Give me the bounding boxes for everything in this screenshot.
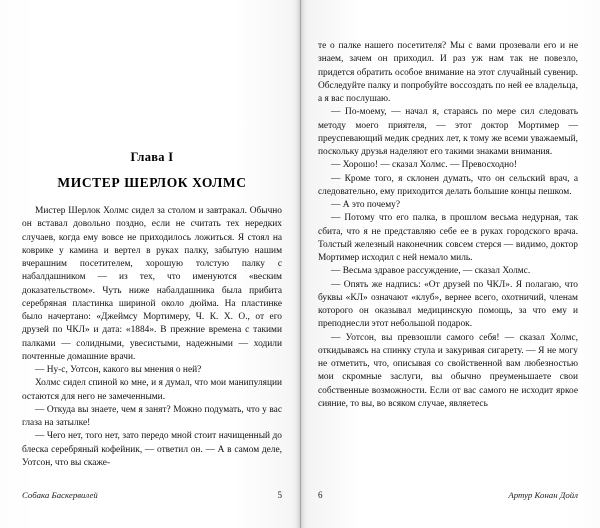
paragraph: Холмс сидел спиной ко мне, и я думал, что мои манипуляции остаются для него не замеченными. [22,378,282,402]
paragraph: — Опять же надпись: «От друзей по ЧКЛ». Я полагаю, что буквы «КЛ» означают «клуб», вернее всего, охотничий, членам которого он оказывал медицинскую помощь, за что ему и преподнесли этот небольшой подарок. [318,279,578,330]
paragraph: Мистер Шерлок Холмс сидел за столом и завтракал. Обычно он вставал довольно поздно, если не считать тех нередких случаев, когда ему вовсе не приходилось ложиться. Я стоял на коврике у камина и вертел в руках палку, забытую нашим вчерашним посетителем, хорошую толстую палку с набалдашником — из тех, что именуются «веским доказательством». Чуть ниже набалдашника была прибита серебряная пластинка шириной около дюйма. На пластинке было начертано: «Джеймсу Мортимеру, Ч. К. Х. О., от его друзей по ЧКЛ» и дата: «1884». В прежние времена с такими палками — солидными, увесистыми, надежными — ходили почтенные домашние врачи. [22,206,282,362]
left-page-text-block [22,150,282,470]
right-page [300,0,600,528]
chapter-label: Глава I [130,150,174,164]
right-page-text-block [318,40,578,411]
paragraph: — Хорошо! — сказал Холмс. — Превосходно! [331,160,517,171]
paragraph: — Чего нет, того нет, зато передо мной стоит начищенный до блеска серебряный кофейник, — ответил он. — А в самом деле, Уотсон, что вы скаже- [22,431,282,468]
paragraph: — Кроме того, я склонен думать, что он сельский врач, а следовательно, ему приходится делать большие концы пешком. [318,173,578,197]
left-page-footer [22,490,282,500]
paragraph: — Весьма здравое рассуждение, — сказал Холмс. [331,266,531,277]
paragraph: те о палке нашего посетителя? Мы с вами прозевали его и не знаем, зачем он приходил. И раз уж нам так не повезло, придется обратить особое внимание на этот случайный сувенир. Обследуйте палку и попробуйте воссоздать по ней ее владельца, а я вас послушаю. [318,41,578,104]
page-number: 5 [277,490,282,500]
paragraph: — По-моему, — начал я, стараясь по мере сил следовать методу моего приятеля, — этот доктор Мортимер — преуспевающий медик средних лет, к тому же всеми уважаемый, поскольку друзья наделяют его такими знаками внимания. [318,107,578,157]
paragraph: — А это почему? [331,200,400,210]
right-page-footer [318,490,578,500]
paragraph: — Ну-с, Уотсон, какого вы мнения о ней? [35,365,202,375]
paragraph: — Уотсон, вы превзошли самого себя! — сказал Холмс, откидываясь на спинку стула и закуривая сигарету. — Я не могу не отметить, что, описывая со свойственной вам любезностью мои скромные заслуги, вы обычно преуменьшаете свои собственные возможности. Если от вас самого не исходит яркое сияние, то вы, во всяком случае, являетесь [318,332,578,409]
footer-author: Артур Конан Дойл [508,490,578,500]
page-number: 6 [318,490,323,500]
chapter-title: МИСТЕР ШЕРЛОК ХОЛМС [57,175,247,190]
paragraph: — Откуда вы знаете, чем я занят? Можно подумать, что у вас глаза на затылке! [22,404,282,428]
paragraph: — Потому что его палка, в прошлом весьма недурная, так сбита, что я не представляю себе ее в руках городского врача. Толстый железный наконечник совсем стерся — видимо, доктор Мортимер исходил с ней немало миль. [318,213,578,263]
footer-book-title: Собака Баскервилей [22,490,98,500]
